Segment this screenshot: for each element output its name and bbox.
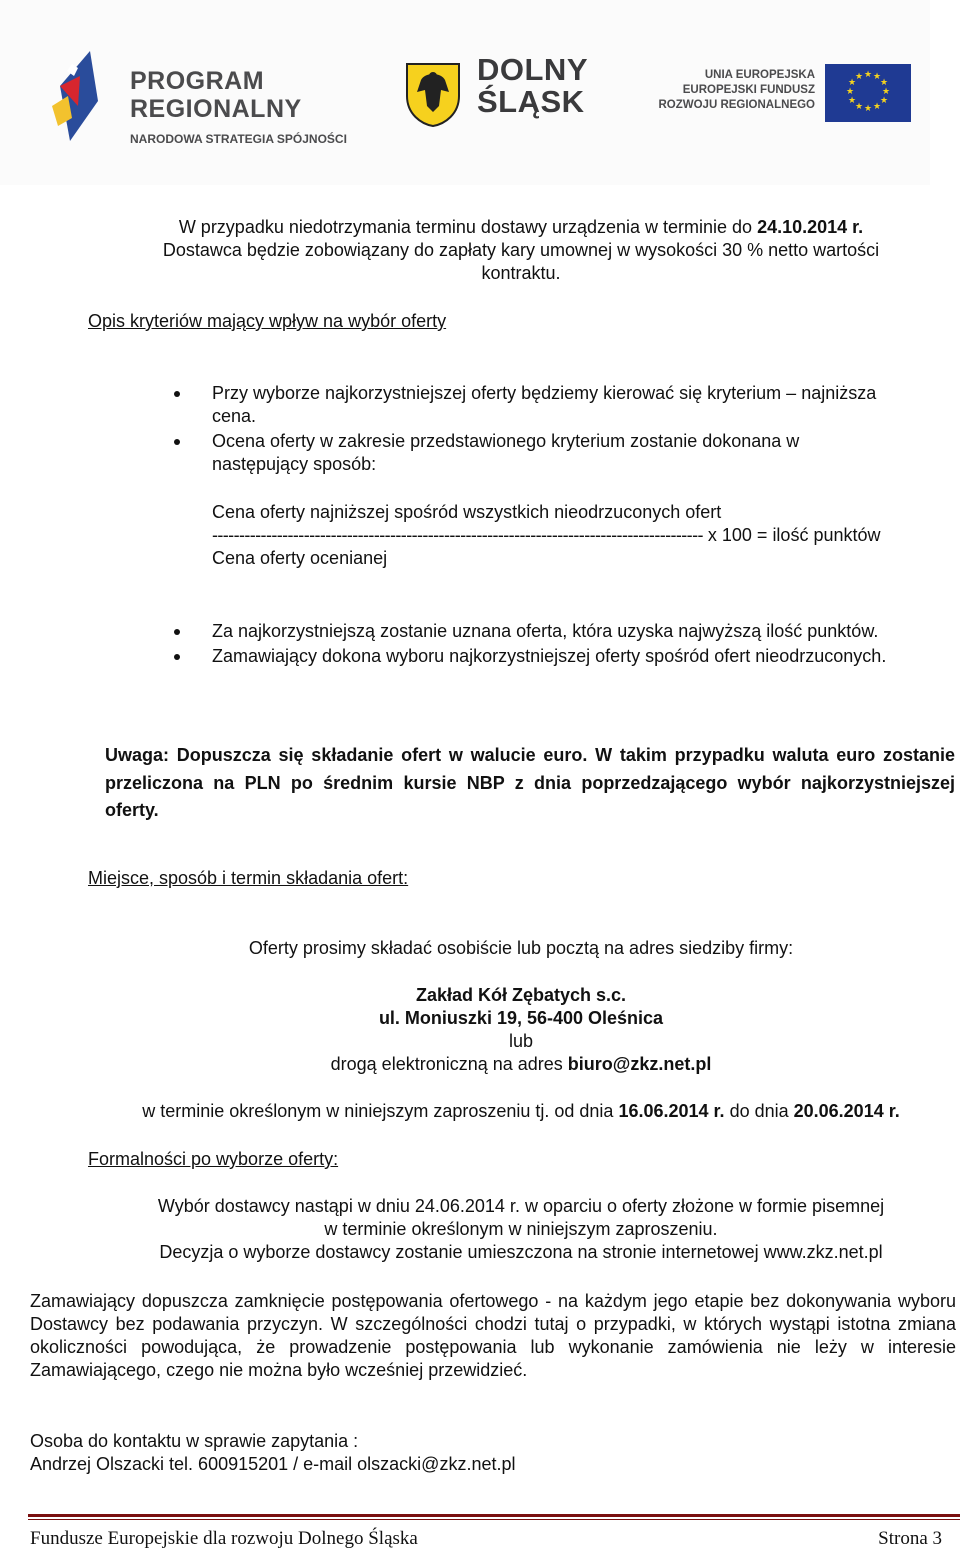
footer-divider	[28, 1514, 960, 1517]
header-banner	[0, 0, 930, 185]
term-text: w terminie określonym w niniejszym zaproszeniu tj. od dnia	[142, 1101, 619, 1121]
formula-numerator: Cena oferty najniższej spośród wszystkich nieodrzuconych ofert	[212, 502, 722, 522]
dolny-slask-logo	[405, 52, 605, 130]
eu-logo-line1: UNIA EUROPEJSKA	[704, 69, 815, 81]
formalities-line2: w terminie określonym w niniejszym zaproszeniu.	[324, 1219, 718, 1239]
region-logo-line2: ŚLĄSK	[477, 84, 585, 119]
criteria-bullet-2-text: Ocena oferty w zakresie przedstawionego kryterium zostanie dokonana w następujący sposób:	[212, 431, 800, 474]
svg-text:★: ★	[863, 104, 873, 114]
penalty-line1-text: W przypadku niedotrzymania terminu dostawy urządzenia w terminie do	[178, 217, 758, 237]
svg-text:★: ★	[845, 87, 855, 97]
criteria-heading: Opis kryteriów mający wpływ na wybór oferty	[88, 311, 447, 331]
or-text: lub	[508, 1031, 534, 1051]
criteria-bullet-1	[212, 382, 892, 428]
bullet-icon	[174, 654, 180, 660]
criteria-bullet-1-text: Przy wyborze najkorzystniejszej oferty będziemy kierować się kryterium – najniższa cena.	[212, 383, 877, 426]
page-number: Strona 3	[878, 1528, 942, 1549]
contact-block	[30, 1430, 930, 1476]
evaluation-bullet-1	[212, 620, 902, 643]
evaluation-list	[212, 620, 902, 668]
submission-address-block	[88, 984, 954, 1076]
footer-divider-thin	[28, 1519, 960, 1520]
formula-denominator: Cena oferty ocenianej	[212, 548, 388, 568]
delivery-deadline: 24.10.2014 r.	[757, 217, 864, 237]
svg-text:★: ★	[854, 102, 864, 112]
svg-text:★: ★	[863, 70, 873, 80]
score-formula	[212, 501, 942, 570]
bullet-icon	[174, 391, 180, 397]
formula-fraction-line-row	[212, 524, 942, 547]
email-line	[88, 1053, 954, 1076]
criteria-list	[212, 382, 892, 476]
svg-text:★: ★	[872, 72, 882, 82]
footer-title: Fundusze Europejskie dla rozwoju Dolnego Śląska	[30, 1528, 418, 1549]
formalities-line3: Decyzja o wyborze dostawcy zostanie umieszczona na stronie internetowej www.zkz.net.pl	[159, 1242, 883, 1262]
evaluation-bullet-2	[212, 645, 902, 668]
svg-text:★: ★	[879, 78, 889, 88]
email-line-text: drogą elektroniczną na adres	[330, 1054, 568, 1074]
currency-note: Uwaga: Dopuszcza się składanie ofert w walucie euro. W takim przypadku waluta euro zostanie przeliczona na PLN po średnim kursie NBP z dnia poprzedzającego wybór najkorzystniejszej oferty.	[105, 745, 955, 820]
submission-heading: Miejsce, sposób i termin składania ofert:	[88, 868, 409, 888]
date-to: 20.06.2014 r.	[793, 1101, 900, 1121]
svg-text:★: ★	[847, 96, 857, 106]
evaluation-bullet-2-text: Zamawiający dokona wyboru najkorzystniejszej oferty spośród ofert nieodrzuconych.	[212, 646, 887, 666]
penalty-line3: kontraktu.	[481, 263, 561, 283]
penalty-line1	[88, 216, 954, 239]
formula-result: x 100 = ilość punktów	[707, 525, 881, 545]
formalities-paragraph	[88, 1195, 954, 1264]
date-from: 16.06.2014 r.	[618, 1101, 725, 1121]
eu-logo-line3: ROZWOJU REGIONALNEGO	[658, 99, 815, 111]
contact-line1: Osoba do kontaktu w sprawie zapytania :	[30, 1431, 359, 1451]
svg-text:★: ★	[881, 87, 891, 97]
bullet-icon	[174, 629, 180, 635]
formalities-heading: Formalności po wyborze oferty:	[88, 1149, 339, 1169]
svg-text:★: ★	[854, 72, 864, 82]
svg-text:★: ★	[872, 102, 882, 112]
criteria-bullet-2	[212, 430, 892, 476]
contact-line2: Andrzej Olszacki tel. 600915201 / e-mail olszacki@zkz.net.pl	[30, 1454, 516, 1474]
svg-text:★: ★	[847, 78, 857, 88]
eu-logo-line2: EUROPEJSKI FUNDUSZ	[682, 84, 815, 96]
penalty-paragraph	[88, 216, 954, 285]
penalty-line2: Dostawca będzie zobowiązany do zapłaty kary umownej w wysokości 30 % netto wartości	[162, 240, 880, 260]
coat-of-arms-icon	[405, 62, 461, 128]
formula-fraction-line: -------------------------------------------------------------------------------------------	[212, 525, 703, 545]
svg-text:★: ★	[879, 96, 889, 106]
eu-logo	[655, 58, 915, 128]
program-logo-line3: NARODOWA STRATEGIA SPÓJNOŚCI	[130, 132, 347, 146]
submission-intro: Oferty prosimy składać osobiście lub pocztą na adres siedziby firmy:	[248, 938, 794, 958]
term-mid-text: do dnia	[724, 1101, 794, 1121]
company-address: ul. Moniuszki 19, 56-400 Oleśnica	[378, 1008, 664, 1028]
program-logo-line1: PROGRAM	[130, 67, 265, 95]
formalities-line1: Wybór dostawcy nastąpi w dniu 24.06.2014 r. w oparciu o oferty złożone w formie pisemnej	[157, 1196, 885, 1216]
bullet-icon	[174, 439, 180, 445]
program-logo-line2: REGIONALNY	[130, 95, 302, 123]
closing-paragraph: Zamawiający dopuszcza zamknięcie postępowania ofertowego - na każdym jego etapie bez dokonywania wyboru Dostawcy bez podawania przyczyn. W szczególności chodzi tutaj o przypadki, w których wystąpi istotna zmiana okoliczności powodująca, że prowadzenie postępowania lub wykonanie zamówienia nie leży w interesie Zamawiającego, czego nie można było wcześniej przewidzieć.	[30, 1291, 956, 1380]
evaluation-bullet-1-text: Za najkorzystniejszą zostanie uznana oferta, która uzyska najwyższą ilość punktów.	[212, 621, 879, 641]
company-email: biuro@zkz.net.pl	[567, 1054, 712, 1074]
program-logo-icon	[50, 46, 110, 146]
company-name: Zakład Kół Zębatych s.c.	[415, 985, 627, 1005]
submission-term	[88, 1100, 954, 1123]
program-regionalny-logo	[40, 38, 360, 168]
eu-flag-icon	[825, 64, 911, 122]
region-logo-line1: DOLNY	[477, 52, 588, 87]
